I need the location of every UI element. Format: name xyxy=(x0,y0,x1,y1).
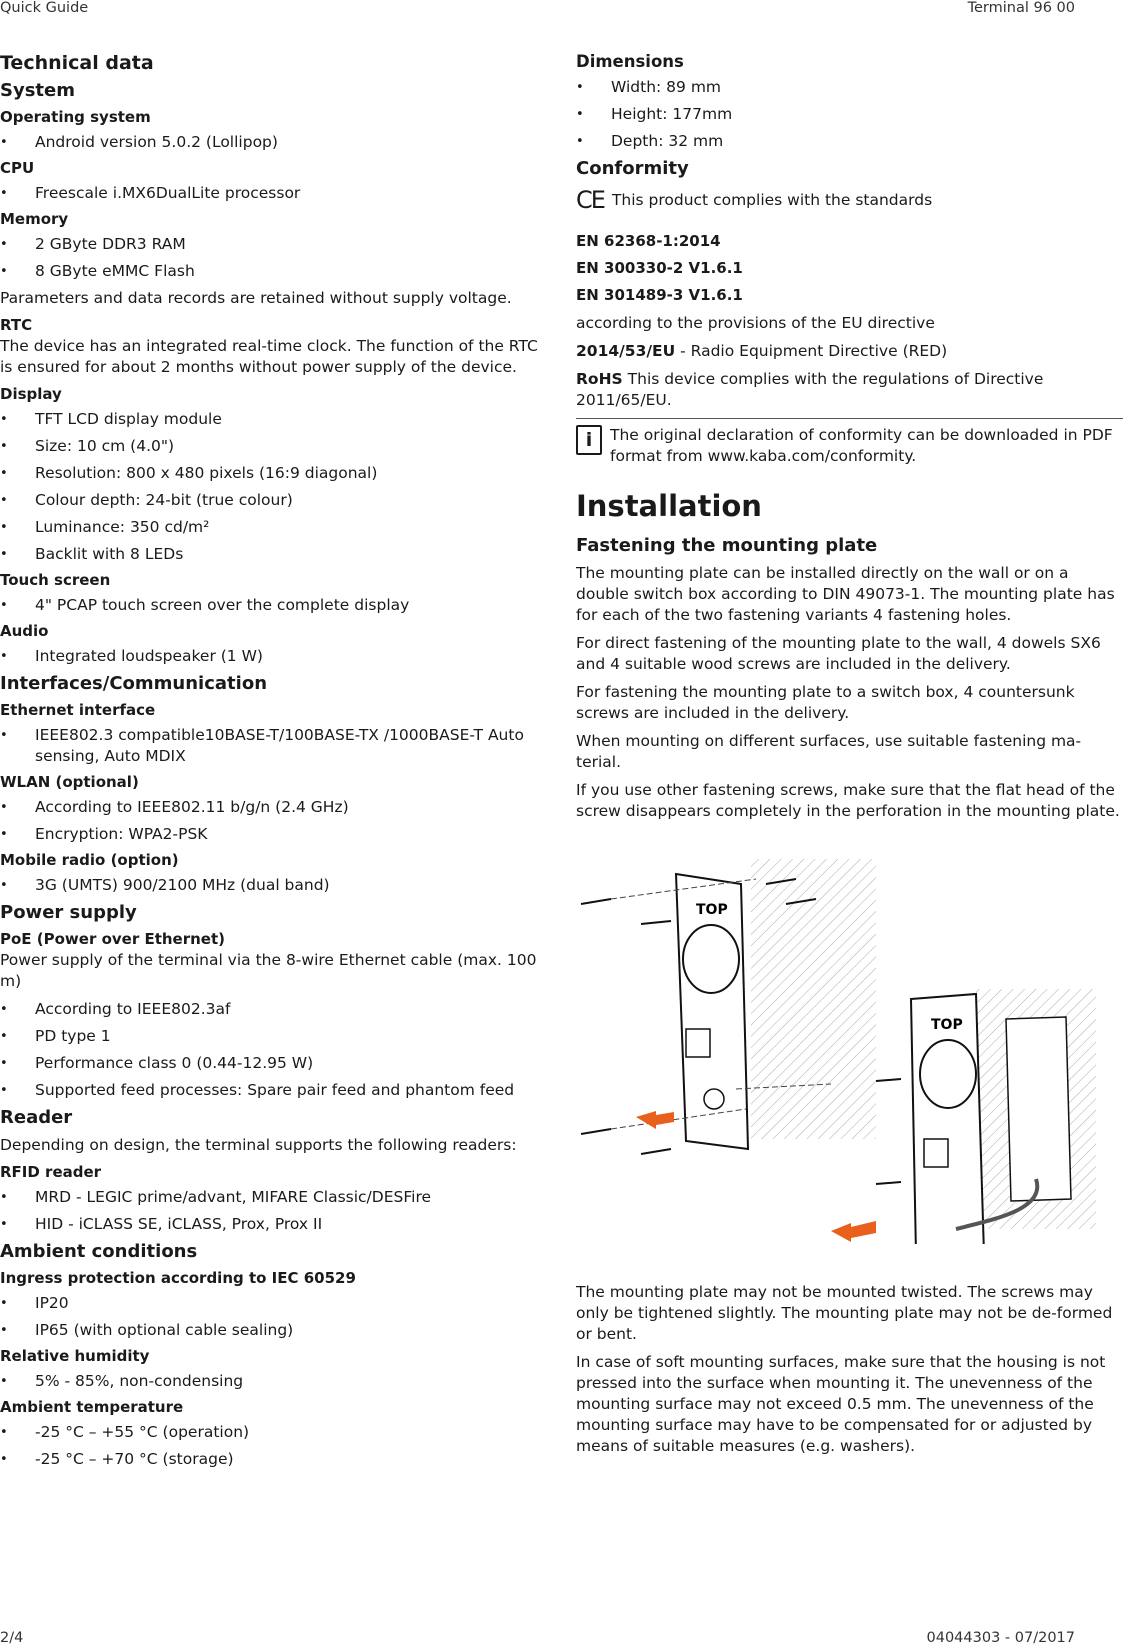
cable-arrow-left xyxy=(636,1111,674,1129)
top-label-right: TOP xyxy=(931,1017,963,1033)
audio-list xyxy=(0,646,538,667)
conformity-note xyxy=(576,418,1123,467)
interfaces-title: Interfaces/Communication xyxy=(0,673,268,694)
rfid-list xyxy=(0,1187,538,1235)
cable-arrow-right xyxy=(831,1221,876,1242)
list-item: • 4" PCAP touch screen over the complete display xyxy=(0,595,538,616)
list-item: • Size: 10 cm (4.0") xyxy=(0,436,538,457)
ambient-title: Ambient conditions xyxy=(0,1241,198,1262)
cpu-label: CPU xyxy=(0,159,35,177)
installation-title: Installation xyxy=(576,489,762,523)
list-item: • -25 °C – +70 °C (storage) xyxy=(0,1449,538,1470)
ingress-label: Ingress protection according to IEC 60529 xyxy=(0,1269,356,1287)
list-item: • IP20 xyxy=(0,1293,538,1314)
memory-label: Memory xyxy=(0,210,69,228)
rohs-rest: This device complies with the regulations of Directive 2011/65/EU. xyxy=(576,370,1044,409)
page-number: 2/4 xyxy=(0,1630,24,1646)
standard-item: EN 301489-3 V1.6.1 xyxy=(576,286,743,304)
list-item: • Android version 5.0.2 (Lollipop) xyxy=(0,132,538,153)
installation-paragraphs xyxy=(576,563,1123,822)
ce-mark-icon: CE xyxy=(576,186,604,214)
list-item: • Depth: 32 mm xyxy=(576,131,1123,152)
power-title: Power supply xyxy=(0,902,137,923)
header-left: Quick Guide xyxy=(0,0,89,16)
top-label: TOP xyxy=(696,902,728,918)
ethernet-list xyxy=(0,725,538,767)
list-item: • HID - iCLASS SE, iCLASS, Prox, Prox II xyxy=(0,1214,538,1235)
list-item: • Supported feed processes: Spare pair feed and phantom feed xyxy=(0,1080,538,1101)
left-column xyxy=(0,52,538,1476)
os-label: Operating system xyxy=(0,108,151,126)
mobile-list xyxy=(0,875,538,896)
list-item: • 5% - 85%, non-condensing xyxy=(0,1371,538,1392)
ce-line xyxy=(576,186,1123,214)
cpu-list xyxy=(0,183,538,204)
list-item: • TFT LCD display module xyxy=(0,409,538,430)
ethernet-label: Ethernet interface xyxy=(0,701,156,719)
wall-hatch xyxy=(751,859,876,1139)
after-paragraph: The mounting plate may not be mounted twisted. The screws may only be tightened slightly. The mounting plate may not be de-formed or bent. xyxy=(576,1283,1113,1343)
reader-title: Reader xyxy=(0,1107,73,1128)
list-item: • 3G (UMTS) 900/2100 MHz (dual band) xyxy=(0,875,538,896)
system-title: System xyxy=(0,80,75,101)
touch-list xyxy=(0,595,538,616)
fastening-title: Fastening the mounting plate xyxy=(576,535,878,556)
paragraph: If you use other fastening screws, make sure that the flat head of the screw disappears completely in the perforation in the mounting plate. xyxy=(576,781,1120,820)
poe-label: PoE (Power over Ethernet) xyxy=(0,930,225,948)
list-item: • Freescale i.MX6DualLite processor xyxy=(0,183,538,204)
audio-label: Audio xyxy=(0,622,49,640)
list-item: • 8 GByte eMMC Flash xyxy=(0,261,538,282)
list-item: • Integrated loudspeaker (1 W) xyxy=(0,646,538,667)
rohs-label: RoHS xyxy=(576,370,623,388)
standards-list xyxy=(576,232,1123,304)
humidity-label: Relative humidity xyxy=(0,1347,150,1365)
ce-text: This product complies with the standards xyxy=(611,191,933,209)
list-item: • 2 GByte DDR3 RAM xyxy=(0,234,538,255)
standard-item: EN 300330-2 V1.6.1 xyxy=(576,259,743,277)
list-item: • Colour depth: 24-bit (true colour) xyxy=(0,490,538,511)
reader-text: Depending on design, the terminal supports the following readers: xyxy=(0,1136,517,1154)
paragraph: When mounting on different surfaces, use suitable fastening ma-terial. xyxy=(576,732,1082,771)
paragraph: For direct fastening of the mounting plate to the wall, 4 dowels SX6 and 4 suitable wood screws are included in the delivery. xyxy=(576,634,1101,673)
dimensions-title: Dimensions xyxy=(576,52,684,71)
document-code: 04044303 - 07/2017 xyxy=(926,1630,1075,1646)
list-item: • According to IEEE802.3af xyxy=(0,999,538,1020)
humidity-list xyxy=(0,1371,538,1392)
directive-intro: according to the provisions of the EU directive xyxy=(576,314,935,332)
list-item: • Width: 89 mm xyxy=(576,77,1123,98)
list-item: • MRD - LEGIC prime/advant, MIFARE Classic/DESFire xyxy=(0,1187,538,1208)
mobile-label: Mobile radio (option) xyxy=(0,851,179,869)
poe-list xyxy=(0,999,538,1101)
info-icon: i xyxy=(576,425,602,455)
mounting-plate-illustration xyxy=(576,849,1096,1244)
wlan-label: WLAN (optional) xyxy=(0,773,139,791)
red-code: 2014/53/EU xyxy=(576,342,676,360)
paragraph: The mounting plate can be installed directly on the wall or on a double switch box according to DIN 49073-1. The mounting plate has for each of the two fastening variants 4 fastening holes. xyxy=(576,564,1115,624)
conformity-title: Conformity xyxy=(576,158,689,179)
red-rest: - Radio Equipment Directive (RED) xyxy=(675,342,948,360)
list-item: • PD type 1 xyxy=(0,1026,538,1047)
display-list xyxy=(0,409,538,565)
list-item: • Encryption: WPA2-PSK xyxy=(0,824,538,845)
screws-right xyxy=(876,1079,901,1184)
memory-note: Parameters and data records are retained without supply voltage. xyxy=(0,289,512,307)
list-item: • According to IEEE802.11 b/g/n (2.4 GHz) xyxy=(0,797,538,818)
temperature-label: Ambient temperature xyxy=(0,1398,184,1416)
list-item: • Backlit with 8 LEDs xyxy=(0,544,538,565)
standard-item: EN 62368-1:2014 xyxy=(576,232,721,250)
list-item: • Resolution: 800 x 480 pixels (16:9 diagonal) xyxy=(0,463,538,484)
display-label: Display xyxy=(0,385,62,403)
temperature-list xyxy=(0,1422,538,1470)
rtc-label: RTC xyxy=(0,316,33,334)
technical-data-title: Technical data xyxy=(0,52,154,74)
list-item: • Performance class 0 (0.44-12.95 W) xyxy=(0,1053,538,1074)
os-list xyxy=(0,132,538,153)
ingress-list xyxy=(0,1293,538,1341)
header-right: Terminal 96 00 xyxy=(967,0,1075,16)
mounting-plate-left xyxy=(676,874,748,1149)
red-line xyxy=(576,341,1123,362)
switch-box xyxy=(1006,1017,1071,1201)
list-item: • IEEE802.3 compatible10BASE-T/100BASE-TX /1000BASE-T Auto sensing, Auto MDIX xyxy=(0,725,538,767)
wlan-list xyxy=(0,797,538,845)
dimensions-list xyxy=(576,77,1123,152)
rohs-line xyxy=(576,369,1123,411)
list-item: • IP65 (with optional cable sealing) xyxy=(0,1320,538,1341)
list-item: • Luminance: 350 cd/m² xyxy=(0,517,538,538)
rfid-label: RFID reader xyxy=(0,1163,102,1181)
after-paragraph: In case of soft mounting surfaces, make sure that the housing is not pressed into the surface when mounting it. The unevenness of the mounting surface may not exceed 0.5 mm. The unevenness of the mounting surface may have to be compensated for or adjusted by means of suitable measures (e.g. washers). xyxy=(576,1353,1106,1455)
touch-label: Touch screen xyxy=(0,571,111,589)
list-item: • Height: 177mm xyxy=(576,104,1123,125)
poe-text: Power supply of the terminal via the 8-wire Ethernet cable (max. 100 m) xyxy=(0,951,537,990)
memory-list xyxy=(0,234,538,282)
list-item: • -25 °C – +55 °C (operation) xyxy=(0,1422,538,1443)
paragraph: For fastening the mounting plate to a switch box, 4 countersunk screws are included in the delivery. xyxy=(576,683,1075,722)
rtc-text: The device has an integrated real-time clock. The function of the RTC is ensured for about 2 months without power supply of the device. xyxy=(0,337,538,376)
right-column xyxy=(576,52,1123,1464)
conformity-note-text: The original declaration of conformity can be downloaded in PDF format from www.kaba.com/conformity. xyxy=(610,426,1113,465)
